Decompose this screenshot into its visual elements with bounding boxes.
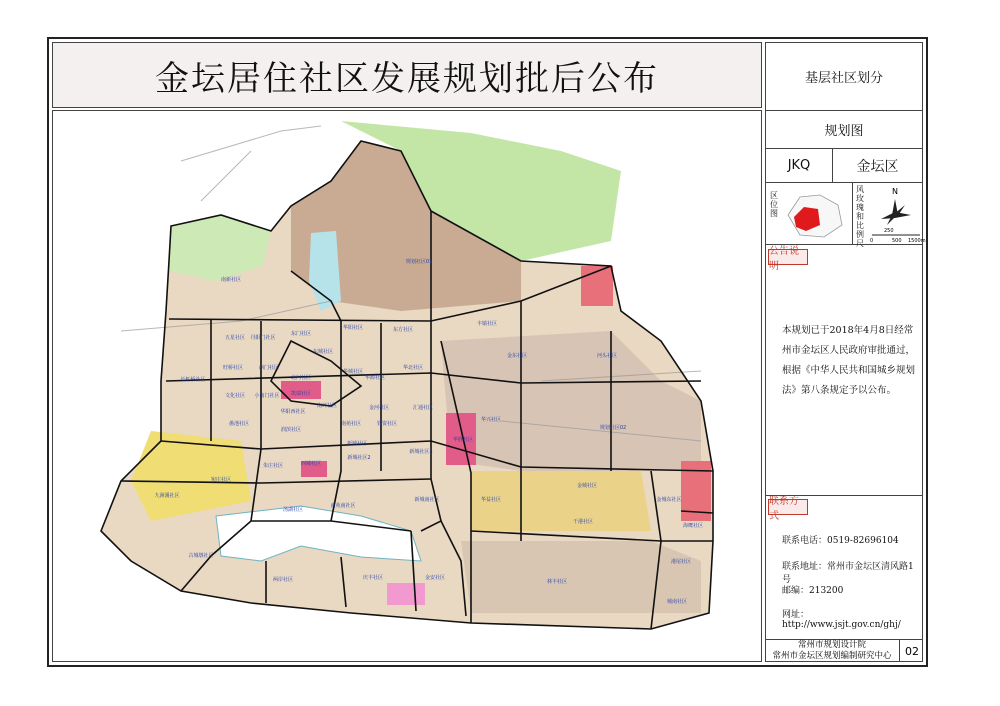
community-label[interactable]: 南苑社区 [340, 421, 362, 427]
community-label[interactable]: 朱庄社区 [262, 463, 284, 469]
community-label[interactable]: 华城社区 [342, 369, 364, 375]
org-1: 常州市规划设计院 [797, 640, 866, 650]
compass-label: 风玫瑰和比例尺 [856, 185, 864, 248]
community-label[interactable]: 华胜社区 [452, 437, 474, 443]
notice-text: 本规划已于2018年4月8日经常州市金坛区人民政府审批通过，根据《中华人民共和国城乡规划法》第八条规定予以公布。 [782, 325, 916, 396]
community-label[interactable]: 华益社区 [480, 497, 502, 503]
community-label[interactable]: 城南社区 [666, 599, 688, 605]
location-row [766, 183, 926, 248]
community-label[interactable]: 规划社区01 [405, 259, 433, 265]
contact-website[interactable]: 网址：http://www.jsjt.gov.cn/ghj/ [782, 610, 901, 630]
community-label[interactable]: 文化社区 [224, 393, 246, 399]
community-label[interactable]: 凯瑞社区 [290, 391, 312, 397]
community-label[interactable]: 华阳西社区 [280, 409, 306, 415]
community-label[interactable]: 丹阳门社区 [250, 335, 276, 341]
community-map[interactable] [53, 111, 763, 663]
district-name: 金坛区 [856, 158, 899, 175]
category-label: 基层社区划分 [766, 43, 922, 111]
community-label[interactable]: 金城社区 [576, 483, 598, 489]
location-map [780, 187, 850, 241]
community-label[interactable]: 南苑南社区 [330, 503, 356, 509]
community-label[interactable]: 润滨社区 [280, 427, 302, 433]
community-label[interactable]: 规划社区02 [599, 425, 627, 431]
community-label[interactable]: 北门社区 [290, 375, 312, 381]
community-label[interactable]: 宛庄社区 [210, 477, 232, 483]
contact-phone: 联系电话：0519-82696104 [782, 536, 899, 546]
title-bar [52, 42, 762, 108]
plan-code: JKQ [766, 149, 833, 182]
community-label[interactable]: 长虹桥社区 [180, 377, 206, 383]
community-label[interactable]: 五星社区 [224, 335, 246, 341]
community-label[interactable]: 华源社区 [364, 375, 386, 381]
page-title: 金坛居住社区发展规划批后公布 [155, 58, 659, 99]
community-label[interactable]: 两岸社区 [272, 577, 294, 583]
community-label[interactable]: 新城南社区 [414, 497, 440, 503]
community-label[interactable]: 新城社区3 [409, 449, 433, 455]
community-label[interactable]: 新城社区2 [347, 455, 371, 461]
scale-1500: 1500m [908, 238, 926, 244]
wind-rose-icon [868, 185, 926, 244]
page-number: 02 [899, 640, 924, 662]
community-label[interactable]: 九洲溪社区 [154, 493, 180, 499]
location-map-label: 区位图 [770, 191, 778, 218]
community-label[interactable]: 丰镇社区 [476, 321, 498, 327]
community-label[interactable]: 南新社区 [220, 277, 242, 283]
contact-heading: 联系方式 [768, 499, 808, 515]
contact-postcode: 邮编：213200 [782, 586, 844, 596]
notice-heading: 公告说明 [768, 249, 808, 265]
community-label[interactable]: 海鹰社区 [682, 523, 704, 529]
community-label[interactable]: 西门社区 [258, 365, 280, 371]
community-label[interactable]: 华兴社区 [480, 417, 502, 423]
community-label[interactable]: 庆丰社区 [362, 575, 384, 581]
community-label[interactable]: 汤湖社区 [282, 507, 304, 513]
north-label: N [892, 187, 898, 196]
community-label[interactable]: 旺桥社区 [222, 365, 244, 371]
scale-250: 250 [884, 228, 894, 234]
scale-500: 500 [892, 238, 902, 244]
community-label[interactable]: 钱资社区 [376, 421, 398, 427]
community-label[interactable]: 东方社区 [392, 327, 414, 333]
community-label[interactable]: 金河社区 [368, 405, 390, 411]
community-label[interactable]: 南环社区 [316, 403, 338, 409]
community-label[interactable]: 新城社区 [346, 441, 368, 447]
community-label[interactable]: 汇通社区 [412, 405, 434, 411]
scale-0: 0 [870, 238, 874, 244]
community-label[interactable]: 金东社区 [506, 353, 528, 359]
community-label[interactable]: 东门社区 [290, 331, 312, 337]
plan-label: 规划图 [766, 111, 922, 149]
org-2: 常州市金坛区规划编制研究中心 [772, 651, 892, 661]
community-label[interactable]: 金安社区 [424, 575, 446, 581]
community-label[interactable]: 干港社区 [572, 519, 594, 525]
community-label[interactable]: 华北社区 [402, 365, 424, 371]
community-label[interactable]: 西城社区 [300, 461, 322, 467]
map-panel[interactable] [52, 110, 762, 662]
community-label[interactable]: 金城东社区 [656, 497, 682, 503]
contact-address: 联系地址：常州市金坛区清风路1号 [782, 562, 914, 585]
community-label[interactable]: 华阳社区 [342, 325, 364, 331]
community-label[interactable]: 东城社区 [312, 349, 334, 355]
footer-orgs [765, 640, 899, 662]
community-label[interactable]: 河头社区 [596, 353, 618, 359]
community-label[interactable]: 林丰社区 [546, 579, 568, 585]
community-label[interactable]: 小南门社区 [254, 393, 280, 399]
community-label[interactable]: 港尾社区 [670, 559, 692, 565]
community-label[interactable]: 古城墩社区 [188, 553, 214, 559]
code-row [766, 149, 922, 183]
community-label[interactable]: 愚池社区 [228, 421, 250, 427]
legend-panel [765, 42, 926, 662]
